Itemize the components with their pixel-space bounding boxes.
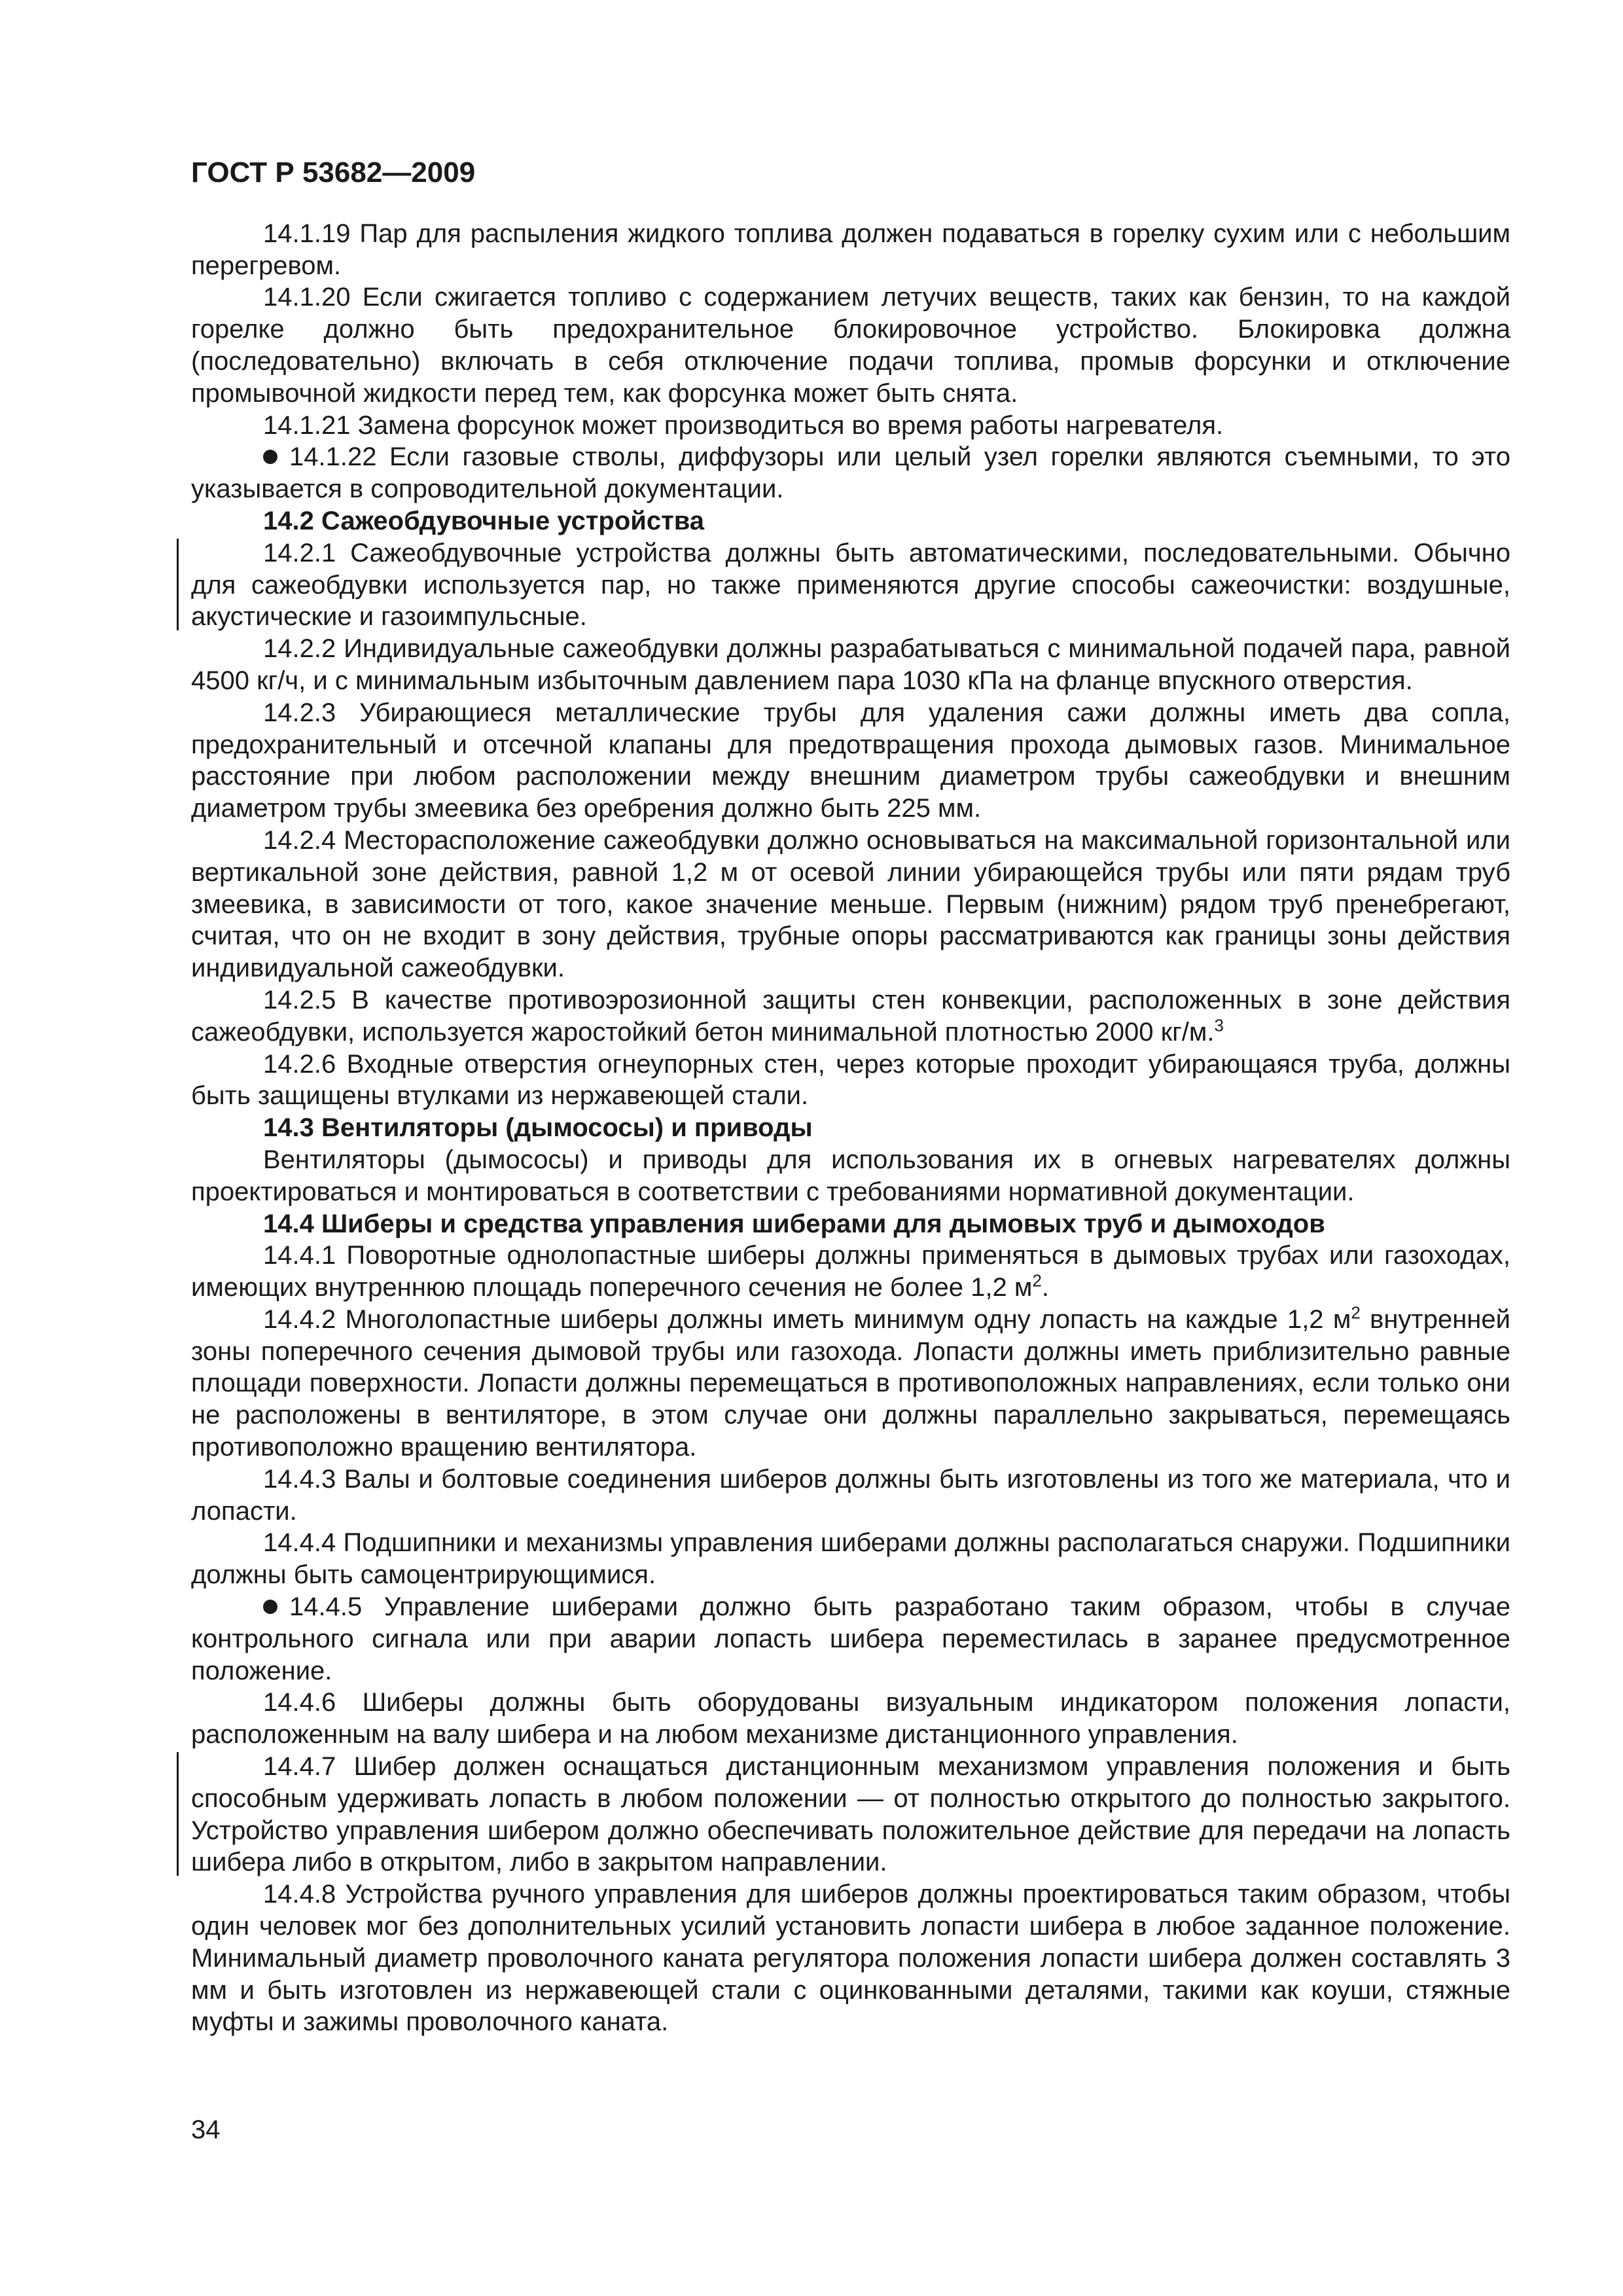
paragraph	[191, 984, 1510, 1049]
superscript: 3	[1214, 1015, 1224, 1035]
paragraph	[191, 218, 1510, 282]
paragraph	[191, 1751, 1510, 1878]
paragraph-text: Вентиляторы (дымососы) и приводы для использования их в огневых нагревателях должны проектироваться и монтироваться в соответствии с требованиями нормативной документации.	[191, 1145, 1510, 1206]
paragraph-text: 14.4.2 Многолопастные шиберы должны иметь минимум одну лопасть на каждые 1,2 м	[263, 1304, 1351, 1334]
paragraph	[191, 281, 1510, 409]
paragraph	[191, 537, 1510, 633]
paragraph-text: 14.1.22 Если газовые стволы, диффузоры или целый узел горелки являются съемными, то это указывается в сопроводительной документации.	[191, 442, 1510, 504]
paragraph	[191, 410, 1510, 442]
document-header: ГОСТ Р 53682—2009	[191, 156, 476, 188]
paragraph	[191, 1527, 1510, 1591]
paragraph	[191, 1304, 1510, 1463]
paragraph-text: 14.4.3 Валы и болтовые соединения шиберов должны быть изготовлены из того же материала, что и лопасти.	[191, 1464, 1510, 1526]
paragraph-text: 14.4.1 Поворотные однолопастные шиберы должны применяться в дымовых трубах или газоходах, имеющих внутреннюю площадь поперечного сечения не более 1,2 м	[191, 1241, 1510, 1302]
paragraph-text: 14.1.19 Пар для распыления жидкого топлива должен подаваться в горелку сухим или с небольшим перегревом.	[191, 219, 1510, 280]
paragraph-text: 14.2.4 Месторасположение сажеобдувки должно основываться на максимальной горизонтальной или вертикальной зоне действия, равной 1,2 м от осевой линии убирающейся трубы или пяти рядам труб змеевика, в зависимости от того, какое значение меньше. Первым (нижним) рядом труб пренебрегают, считая, что он не входит в зону действия, трубные опоры рассматриваются как границы зоны действия индивидуальной сажеобдувки.	[191, 825, 1510, 983]
superscript: 2	[1032, 1270, 1042, 1291]
paragraph-text: 14.4.6 Шиберы должны быть оборудованы визуальным индикатором положения лопасти, расположенным на валу шибера и на любом механизме дистанционного управления.	[191, 1688, 1510, 1749]
paragraph-text-tail: .	[1041, 1273, 1049, 1302]
paragraph	[191, 441, 1510, 505]
paragraph	[191, 1591, 1510, 1687]
section-heading	[191, 1112, 1510, 1144]
paragraph	[191, 697, 1510, 825]
paragraph-text: 14.2 Сажеобдувочные устройства	[263, 506, 705, 535]
paragraph	[191, 1144, 1510, 1208]
paragraph	[191, 1687, 1510, 1751]
paragraph-text: 14.4.5 Управление шиберами должно быть разработано таким образом, чтобы в случае контрольного сигнала или при аварии лопасть шибера переместилась в заранее предусмотренное положение.	[191, 1592, 1510, 1685]
page-number: 34	[191, 2115, 221, 2144]
section-heading	[191, 1208, 1510, 1240]
paragraph	[191, 633, 1510, 697]
paragraph	[191, 1240, 1510, 1304]
paragraph-text-tail: внутренней зоны поперечного сечения дымовой трубы или газохода. Лопасти должны иметь приблизительно равные площади поверхности. Лопасти должны перемещаться в противоположных направлениях, если только они не расположены в вентиляторе, в этом случае они должны параллельно закрываться, перемещаясь противоположно вращению вентилятора.	[191, 1304, 1510, 1462]
paragraph-text: 14.1.20 Если сжигается топливо с содержанием летучих веществ, таких как бензин, то на каждой горелке должно быть предохранительное блокировочное устройство. Блокировка должна (последовательно) включать в себя отключение подачи топлива, промыв форсунки и отключение промывочной жидкости перед тем, как форсунка может быть снята.	[191, 283, 1510, 408]
paragraph-text: 14.3 Вентиляторы (дымососы) и приводы	[263, 1113, 813, 1143]
bullet-icon	[263, 450, 277, 464]
paragraph-text: 14.2.3 Убирающиеся металлические трубы для удаления сажи должны иметь два сопла, предохранительный и отсечной клапаны для предотвращения прохода дымовых газов. Минимальное расстояние при любом расположении между внешним диаметром трубы сажеобдувки и внешним диаметром трубы змеевика без оребрения должно быть 225 мм.	[191, 698, 1510, 823]
paragraph-text: 14.4 Шиберы и средства управления шиберами для дымовых труб и дымоходов	[263, 1209, 1325, 1238]
paragraph-text: 14.4.4 Подшипники и механизмы управления шиберами должны располагаться снаружи. Подшипники должны быть самоцентрирующимися.	[191, 1528, 1510, 1590]
paragraph-text: 14.2.5 В качестве противоэрозионной защиты стен конвекции, расположенных в зоне действия сажеобдувки, используется жаростойкий бетон минимальной плотностью 2000 кг/м.	[191, 985, 1510, 1047]
paragraph	[191, 1878, 1510, 2038]
paragraph-text: 14.4.7 Шибер должен оснащаться дистанционным механизмом управления положения и быть способным удерживать лопасть в любом положении — от полностью открытого до полностью закрытого. Устройство управления шибером должно обеспечивать положительное действие для передачи на лопасть шибера либо в открытом, либо в закрытом направлении.	[191, 1752, 1510, 1877]
paragraph-text: 14.4.8 Устройства ручного управления для шиберов должны проектироваться таким образом, чтобы один человек мог без дополнительных усилий установить лопасти шибера в любое заданное положение. Минимальный диаметр проволочного каната регулятора положения лопасти шибера должен составлять 3 мм и быть изготовлен из нержавеющей стали с оцинкованными деталями, такими как коуши, стяжные муфты и зажимы проволочного каната.	[191, 1880, 1510, 2037]
paragraph-text: 14.2.2 Индивидуальные сажеобдувки должны разрабатываться с минимальной подачей пара, равной 4500 кг/ч, и с минимальным избыточным давлением пара 1030 кПа на фланце впускного отверстия.	[191, 634, 1510, 695]
paragraph-text: 14.2.1 Сажеобдувочные устройства должны быть автоматическими, последовательными. Обычно для сажеобдувки используется пар, но также применяются другие способы сажеочистки: воздушные, акустические и газоимпульсные.	[191, 538, 1510, 632]
superscript: 2	[1351, 1302, 1361, 1323]
paragraph	[191, 1049, 1510, 1113]
paragraph	[191, 1463, 1510, 1528]
paragraph-text: 14.1.21 Замена форсунок может производиться во время работы нагревателя.	[263, 410, 1224, 440]
change-bar	[177, 1752, 179, 1876]
paragraph	[191, 825, 1510, 984]
paragraph-text: 14.2.6 Входные отверстия огнеупорных стен, через которые проходит убирающаяся труба, должны быть защищены втулками из нержавеющей стали.	[191, 1049, 1510, 1111]
bullet-icon	[263, 1600, 277, 1614]
section-heading	[191, 505, 1510, 537]
document-page	[191, 157, 1510, 2038]
document-body	[191, 218, 1510, 2038]
change-bar	[177, 539, 179, 630]
